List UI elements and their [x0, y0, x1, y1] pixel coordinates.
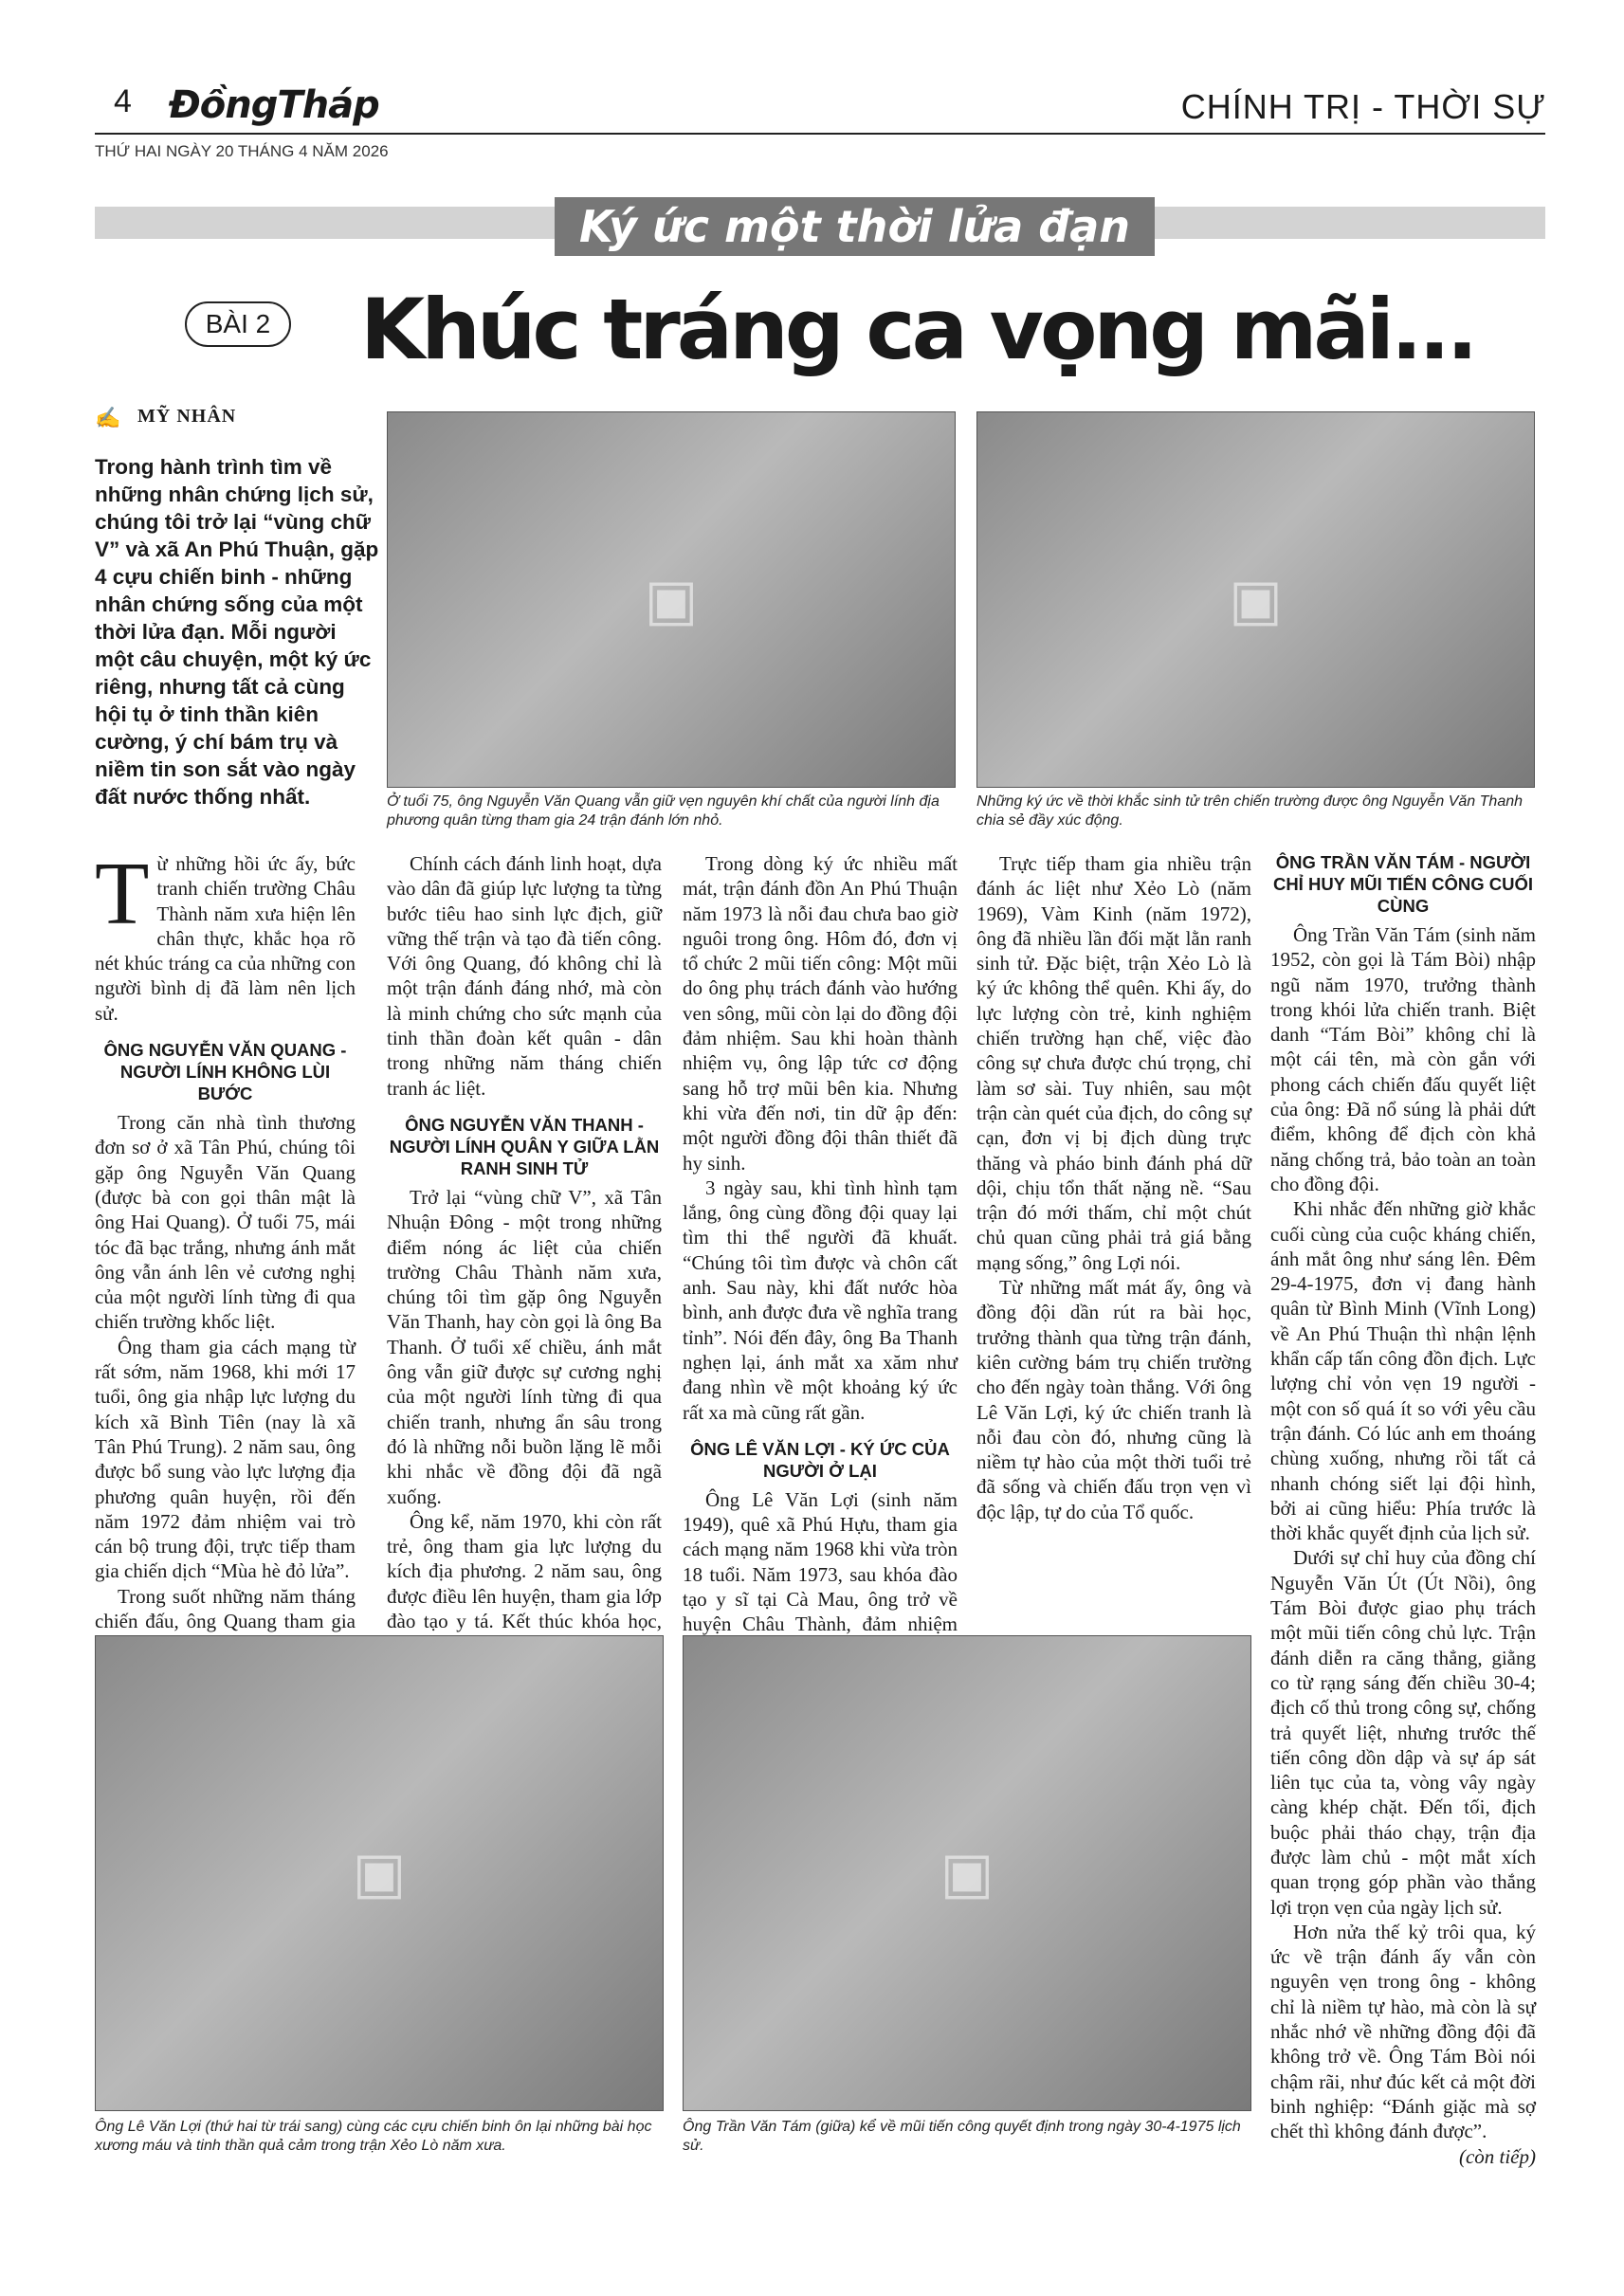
page-number: 4: [114, 83, 132, 119]
photo-nguyen-van-quang: [387, 411, 956, 788]
photo-icon: ▣: [644, 568, 699, 631]
paragraph: Trở lại “vùng chữ V”, xã Tân Nhuận Đông - một trong những điểm nóng ác liệt của chiến trường Châu Thành năm xưa, chúng tôi tìm gặp ông Nguyễn Văn Thanh, hay còn gọi là ông Ba Thanh. Ở tuổi xế chiều, ánh mắt ông vẫn giữ được sự cương nghị của một người lính từng đi qua chiến tranh, nhưng ẩn sâu trong đó là những nỗi buồn lặng lẽ mỗi khi nhắc về đồng đội đã ngã xuống.: [387, 1185, 662, 1508]
issue-date: THỨ HAI NGÀY 20 THÁNG 4 NĂM 2026: [95, 142, 389, 160]
paragraph: Ông kể, năm 1970, khi còn rất trẻ, ông tham gia lực lượng du kích địa phương. 2 năm sau, ông được điều lên huyện, tham gia lớp đào tạo y tá. Kết thúc khóa học,: [387, 1509, 662, 1633]
photo-icon: ▣: [1229, 568, 1283, 631]
section-title: CHÍNH TRỊ - THỜI SỰ: [1180, 87, 1546, 126]
paragraph: Trong căn nhà tình thương đơn sơ ở xã Tân Phú, chúng tôi gặp ông Nguyễn Văn Quang (được bà con gọi thân mật là ông Hai Quang). Ở tuổi 75, mái tóc đã bạc trắng, nhưng ánh mắt ông vẫn ánh lên vẻ cương nghị của một người lính từng đi qua chiến trường khốc liệt.: [95, 1111, 356, 1334]
paragraph: Ông tham gia cách mạng từ rất sớm, năm 1968, khi mới 17 tuổi, ông gia nhập lực lượng du kích xã Bình Tiên (nay là xã Tân Phú Trung). 2 năm sau, ông được bổ sung vào lực lượng địa phương quân huyện, rồi đến năm 1972 đảm nhiệm vai trò cán bộ trung đội, trực tiếp tham gia chiến dịch “Mùa hè đỏ lửa”.: [95, 1335, 356, 1583]
paragraph: 3 ngày sau, khi tình hình tạm lắng, ông cùng đồng đội quay lại tìm thi thể người đã khuất. “Chúng tôi tìm được và chôn cất anh. Sau này, khi đất nước hòa bình, anh được đưa về nghĩa trang tỉnh”. Nói đến đây, ông Ba Thanh nghẹn lại, ánh mắt xa xăm như đang nhìn về một khoảng ký ức rất xa mà cũng rất gần.: [683, 1175, 958, 1424]
series-part-badge: BÀI 2: [185, 301, 291, 347]
article-sapo: Trong hành trình tìm về những nhân chứng lịch sử, chúng tôi trở lại “vùng chữ V” và xã An Phú Thuận, gặp 4 cựu chiến binh - những nhân chứng sống của một thời lửa đạn. Mỗi người một câu chuyện, một ký ức riêng, nhưng tất cả cùng hội tụ ở tinh thần kiên cường, ý chí bám trụ và niềm tin son sắt vào ngày đất nước thống nhất.: [95, 455, 379, 809]
photo-caption-1: Ở tuổi 75, ông Nguyễn Văn Quang vẫn giữ vẹn nguyên khí chất của người lính địa phương quân từng tham gia 24 trận đánh lớn nhỏ.: [387, 793, 940, 829]
subheading-loi: ÔNG LÊ VĂN LỢI - KÝ ỨC CỦA NGƯỜI Ở LẠI: [690, 1438, 950, 1481]
intro-paragraph: ừ những hồi ức ấy, bức tranh chiến trường Châu Thành năm xưa hiện lên chân thực, khắc họa rõ nét khúc tráng ca của những con người bình dị đã làm nên lịch sử.: [95, 852, 356, 1025]
subheading-tam: ÔNG TRẦN VĂN TÁM - NGƯỜI CHỈ HUY MŨI TIẾN CÔNG CUỐI CÙNG: [1272, 852, 1534, 916]
paragraph: Ông Lê Văn Lợi (sinh năm 1949), quê xã Phú Hựu, tham gia cách mạng năm 1968 khi vừa tròn 18 tuổi. Năm 1973, sau khóa đào tạo y sĩ tại Cà Mau, ông trở về huyện Châu Thành, đảm nhiệm: [683, 1487, 958, 1636]
photo-icon: ▣: [940, 1842, 994, 1904]
photo-caption-2: Những ký ức về thời khắc sinh tử trên chiến trường được ông Nguyễn Văn Thanh chia sẻ đầy xúc động.: [976, 793, 1524, 829]
paragraph: Hơn nửa thế kỷ trôi qua, ký ức về trận đánh ấy vẫn còn nguyên vẹn trong ông - không chỉ là niềm tự hào, mà còn là sự nhắc nhớ về những đồng đội đã không trở về. Ông Tám Bòi nói chậm rãi, như đúc kết cả một đời binh nghiệp: “Đánh giặc mà sợ chết thì không đánh được”.: [1270, 1920, 1536, 2143]
paragraph: Trong dòng ký ức nhiều mất mát, trận đánh đồn An Phú Thuận năm 1973 là nỗi đau chưa bao giờ nguôi trong ông. Hôm đó, đơn vị tổ chức 2 mũi tiến công: Một mũi do ông phụ trách đánh vào hướng ven sông, mũi còn lại do đồng đội đảm nhiệm. Sau khi hoàn thành nhiệm vụ, ông lập tức cơ động sang hỗ trợ mũi bên kia. Nhưng khi vừa đến nơi, tin dữ ập đến: một người đồng đội thân thiết đã hy sinh.: [683, 852, 958, 1175]
continued-note: (còn tiếp): [1458, 2144, 1536, 2168]
column-2: [387, 851, 662, 1684]
photo-le-van-loi: [95, 1635, 664, 2111]
photo-nguyen-van-thanh: [976, 411, 1535, 788]
photo-icon: ▣: [352, 1842, 407, 1904]
photo-tran-van-tam: [683, 1635, 1251, 2111]
paragraph: Ông Trần Văn Tám (sinh năm 1952, còn gọi là Tám Bòi) nhập ngũ năm 1970, trưởng thành trong khói lửa chiến tranh. Biệt danh “Tám Bòi” không chỉ là một cái tên, mà còn gắn với phong cách chiến đấu quyết liệt của ông: Đã nổ súng là phải dứt điểm, không để địch còn khả năng chống trả, bảo toàn an toàn cho đồng đội.: [1270, 923, 1536, 1195]
pen-icon: ✍: [95, 406, 121, 429]
newspaper-logo: ĐồngTháp: [169, 83, 379, 127]
column-5: [1270, 851, 1536, 2169]
paragraph: Khi nhắc đến những giờ khắc cuối cùng của cuộc kháng chiến, ánh mắt ông như sáng lên. Đêm 29-4-1975, đơn vị đang hành quân từ Bình Minh (Vĩnh Long) về An Phú Thuận thì nhận lệnh khẩn cấp tấn công đồn địch. Lực lượng chỉ vỏn vẹn 19 người - một con số quá ít so với yêu cầu trận đánh. Có lúc anh em thoáng chùng xuống, nhưng rồi tất cả nhanh chóng siết lại đội hình, bởi ai cũng hiểu: Phía trước là thời khắc quyết định của lịch sử.: [1270, 1197, 1536, 1545]
subheading-thanh: ÔNG NGUYỄN VĂN THANH - NGƯỜI LÍNH QUÂN Y GIỮA LẰN RANH SINH TỬ: [389, 1114, 660, 1178]
series-kicker: Ký ức một thời lửa đạn: [555, 197, 1155, 256]
paragraph: Trong suốt những năm tháng chiến đấu, ông Quang tham gia: [95, 1584, 356, 1633]
photo-caption-3: Ông Lê Văn Lợi (thứ hai từ trái sang) cùng các cựu chiến binh ôn lại những bài học xương máu và tinh thần quả cảm trong trận Xẻo Lò năm xưa.: [95, 2119, 652, 2154]
paragraph: Chính cách đánh linh hoạt, dựa vào dân đã giúp lực lượng ta từng bước tiêu hao sinh lực địch, giữ vững thế trận và tạo đà tiến công. Với ông Quang, đó không chỉ là một trận đánh đáng nhớ, mà còn là minh chứng cho sức mạnh của tinh thần đoàn kết quân - dân trong những năm tháng chiến tranh ác liệt.: [387, 852, 662, 1100]
paragraph: Từ những mất mát ấy, ông và đồng đội dần rút ra bài học, trưởng thành qua từng trận đánh, kiên cường bám trụ chiến trường cho đến ngày toàn thắng. Với ông Lê Văn Lợi, ký ức chiến tranh là nỗi đau còn đó, nhưng cũng là niềm tự hào của một thời tuổi trẻ đã sống và chiến đấu trọn vẹn vì độc lập, tự do của Tổ quốc.: [976, 1276, 1251, 1523]
photo-caption-4: Ông Trần Văn Tám (giữa) kể về mũi tiến công quyết định trong ngày 30-4-1975 lịch sử.: [683, 2119, 1241, 2154]
column-4: [976, 851, 1251, 1524]
masthead-rule: [95, 133, 1545, 135]
paragraph: Trực tiếp tham gia nhiều trận đánh ác liệt như Xẻo Lò (năm 1969), Vàm Kinh (năm 1972), ông đã nhiều lần đối mặt lằn ranh sinh tử. Đặc biệt, trận Xẻo Lò là ký ức không thể quên. Khi ấy, do lực lượng còn trẻ, kinh nghiệm chiến trường hạn chế, việc đào công sự chưa được chú trọng, chỉ làm sơ sài. Tuy nhiên, sau một trận càn quét của địch, do công sự cạn, đơn vị bị địch dùng trực thăng và pháo binh đánh phá dữ dội, chịu tổn thất nặng nề. “Sau trận đó mới thấm, chỉ một chút chủ quan cũng phải trả giá bằng mạng sống,” ông Lợi nói.: [976, 852, 1251, 1274]
paragraph: Dưới sự chỉ huy của đồng chí Nguyễn Văn Út (Út Nồi), ông Tám Bòi được giao phụ trách một mũi tiến công chủ lực. Trận đánh diễn ra căng thẳng, giằng co từ rạng sáng đến chiều 30-4; địch cố thủ trong công sự, chống trả quyết liệt, nhưng trước thế tiến công dồn dập và sự áp sát liên tục của ta, vòng vây ngày càng khép chặt. Đến tối, địch buộc phải tháo chạy, trận địa được làm chủ - một mắt xích quan trọng góp phần vào thắng lợi trọn vẹn của ngày lịch sử.: [1270, 1546, 1536, 1919]
subheading-quang: ÔNG NGUYỄN VĂN QUANG - NGƯỜI LÍNH KHÔNG LÙI BƯỚC: [103, 1040, 347, 1104]
article-headline: Khúc tráng ca vọng mãi...: [360, 281, 1475, 378]
drop-cap: T: [95, 845, 150, 943]
author-byline: MỸ NHÂN: [137, 406, 237, 427]
